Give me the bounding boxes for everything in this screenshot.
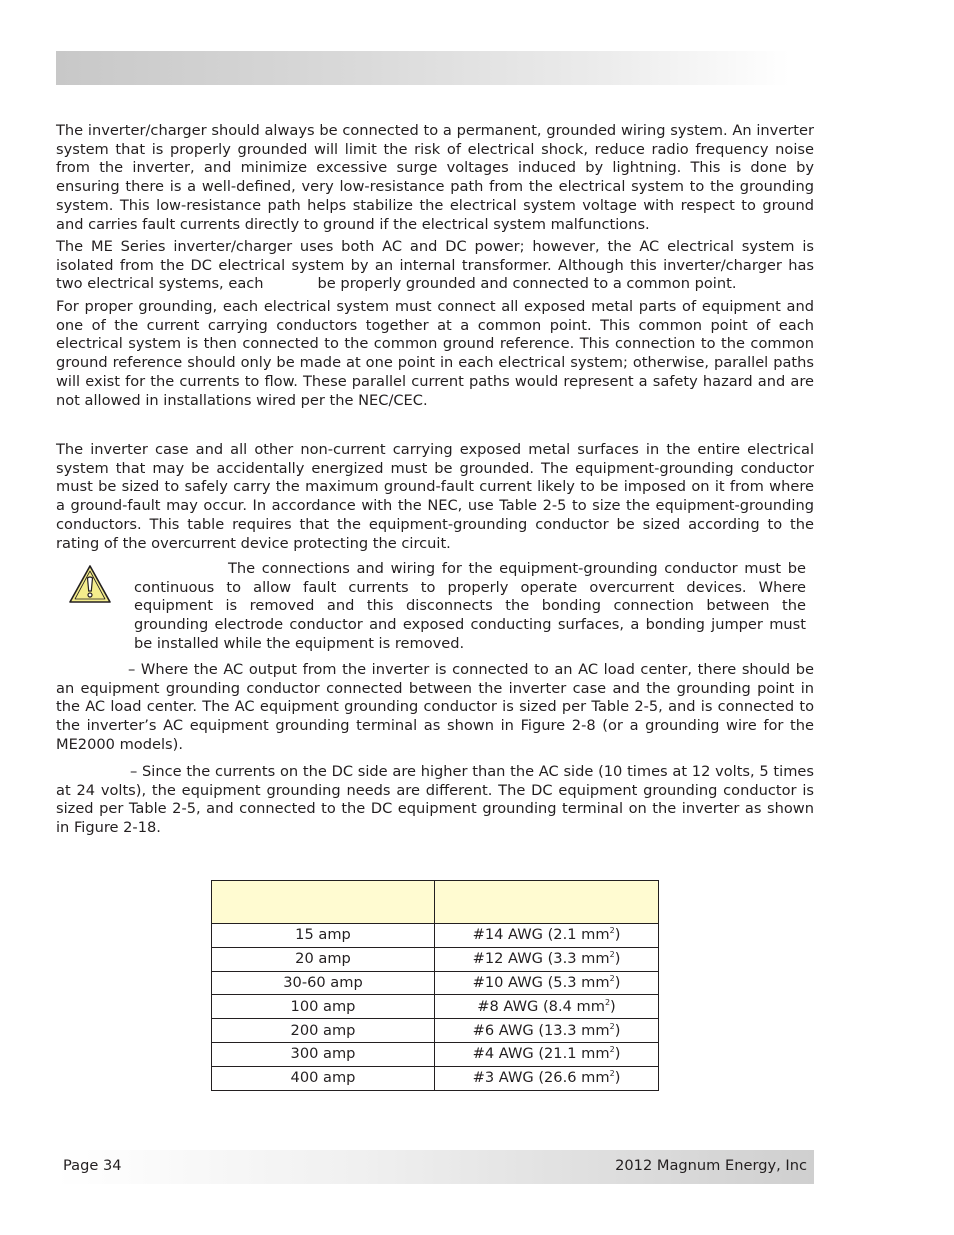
table-row — [212, 1066, 659, 1090]
table-row — [212, 1019, 659, 1043]
paragraph-ac-side: – Where the AC output from the inverter is connected to an AC load center, there should be an equipment grounding conductor connected between the inverter case and the grounding point in the AC load center. The AC equipment grounding conductor is sized per Table 2-5, and is connected to the inverter’s AC equipment grounding terminal as shown in Figure 2-8 (or a grounding wire for the ME2000 models). — [56, 661, 814, 753]
copyright-text: 2012 Magnum Energy, Inc — [615, 1157, 807, 1174]
awg-cell: #3 AWG (26.6 $mm^2$) — [435, 1066, 659, 1090]
paragraph-grounding-intro: The inverter/charger should always be connected to a permanent, grounded wiring system. An inverter system that is properly grounded will limit the risk of electrical shock, reduce radio frequency noise from the inverter, and minimize excessive surge voltages induced by lightning. This is done by ensuring there is a well-defined, very low-resistance path from the electrical system to the grounding system. This low-resistance path helps stabilize the electrical system voltage with respect to ground and carries fault currents directly to ground if the electrical system malfunctions. — [56, 122, 814, 233]
rating-cell: 200 amp — [212, 1019, 435, 1043]
table-header-cell-rating — [212, 881, 435, 924]
awg-cell: #8 AWG (8.4 $mm^2$) — [435, 995, 659, 1019]
rating-cell: 300 amp — [212, 1042, 435, 1066]
paragraph-two-systems — [56, 238, 814, 294]
paragraph-two-systems-part2: be properly grounded and connected to a common point. — [317, 275, 737, 293]
table-row — [212, 995, 659, 1019]
table-header-cell-size — [435, 881, 659, 924]
paragraph-dc-side: – Since the currents on the DC side are higher than the AC side (10 times at 12 volts, 5 times at 24 volts), the equipment grounding needs are different. The DC equipment grounding conductor is sized per Table 2-5, and connected to the DC equipment grounding terminal on the inverter as shown in Figure 2-18. — [56, 763, 814, 837]
awg-cell: #4 AWG (21.1 $mm^2$) — [435, 1042, 659, 1066]
awg-cell: #6 AWG (13.3 $mm^2$) — [435, 1019, 659, 1043]
warning-icon — [68, 564, 112, 604]
awg-cell: #14 AWG (2.1 $mm^2$) — [435, 924, 659, 948]
paragraph-equipment-grounding: The inverter case and all other non-current carrying exposed metal surfaces in the entire electrical system that may be accidentally energized must be grounded. The equipment-grounding conductor must be sized to safely carry the maximum ground-fault current likely to be imposed on it from where a ground-fault may occur. In accordance with the NEC, use Table 2-5 to size the equipment-grounding conductors. This table requires that the equipment-grounding conductor be sized according to the rating of the overcurrent device protecting the circuit. — [56, 441, 814, 552]
grounding-conductor-table — [211, 880, 659, 1091]
table-row — [212, 971, 659, 995]
table-header-row — [212, 881, 659, 924]
page-number: Page 34 — [63, 1157, 122, 1174]
rating-cell: 15 amp — [212, 924, 435, 948]
rating-cell: 400 amp — [212, 1066, 435, 1090]
rating-cell: 20 amp — [212, 947, 435, 971]
table-row — [212, 947, 659, 971]
table-row — [212, 1042, 659, 1066]
table-row — [212, 924, 659, 948]
awg-cell: #12 AWG (3.3 $mm^2$) — [435, 947, 659, 971]
rating-cell: 100 amp — [212, 995, 435, 1019]
rating-cell: 30-60 amp — [212, 971, 435, 995]
paragraph-common-point: For proper grounding, each electrical system must connect all exposed metal parts of equipment and one of the current carrying conductors together at a common point. This common point of each electrical system is then connected to the common ground reference. This connection to the common ground reference should only be made at one point in each electrical system; otherwise, parallel paths will exist for the currents to flow. These parallel current paths would represent a safety hazard and are not allowed in installations wired per the NEC/CEC. — [56, 298, 814, 409]
paragraph-two-systems-part1: The ME Series inverter/charger uses both AC and DC power; however, the AC electrical system is isolated from the DC electrical system by an internal transformer. Although this inverter/charger has two electrical systems, each — [56, 238, 814, 293]
warning-text: The connections and wiring for the equipment-grounding conductor must be continuous to allow fault currents to properly operate overcurrent devices. Where equipment is removed and this disconnects the bonding connection between the grounding electrode conductor and exposed conducting surfaces, a bonding jumper must be installed while the equipment is removed. — [134, 560, 806, 652]
awg-cell: #10 AWG (5.3 $mm^2$) — [435, 971, 659, 995]
header-band — [56, 51, 790, 85]
